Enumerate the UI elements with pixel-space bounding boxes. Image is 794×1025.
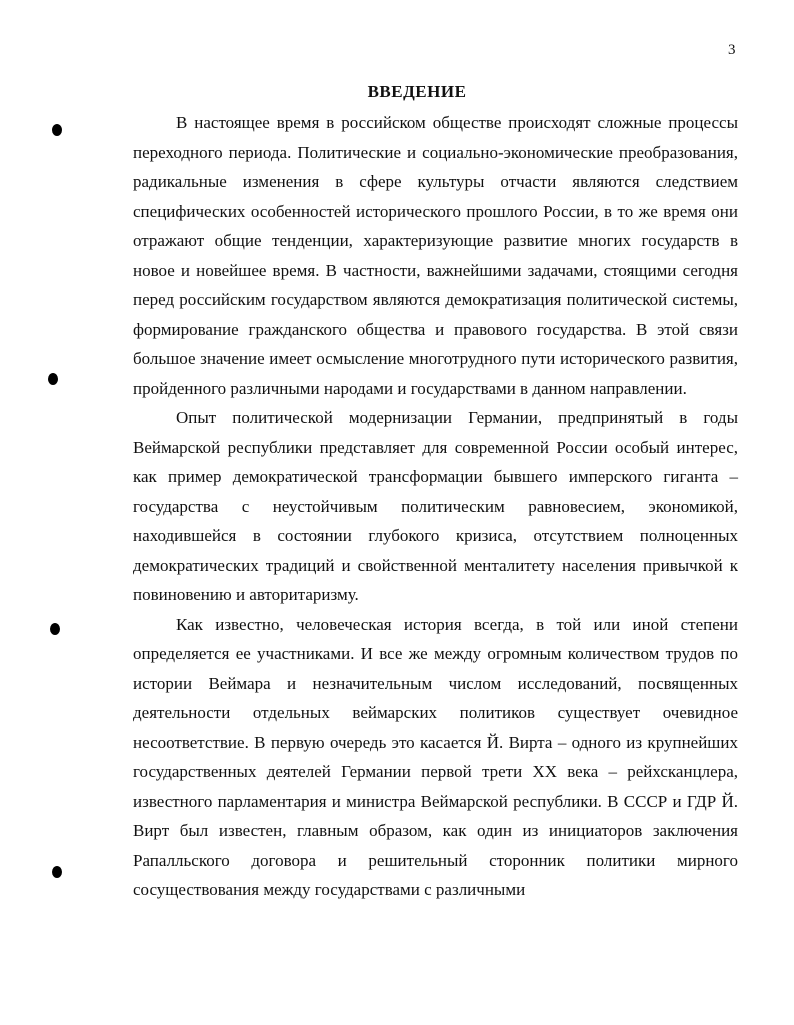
paragraph-2: Опыт политической модернизации Германии, предпринятый в годы Веймарской республики представляет для современной России особый интерес, как пример демократической трансформации бывшего имперского гиганта – государства с неустойчивым политическим равновесием, экономикой, находившейся в состоянии глубокого кризиса, отсутствием полноценных демократических традиций и свойственной менталитету населения привычкой к повиновению и авторитаризму.	[133, 408, 738, 604]
paragraph-1: В настоящее время в российском обществе происходят сложные процессы переходного периода. Политические и социально-экономические преобразования, радикальные изменения в сфере культуры отчасти являются следствием специфических особенностей исторического прошлого России, в то же время они отражают общие тенденции, характеризующие развитие многих государств в новое и новейшее время. В частности, важнейшими задачами, стоящими сегодня перед российским государством являются демократизация политической системы, формирование гражданского общества и правового государства. В этой связи большое значение имеет осмысление многотрудного пути исторического развития, пройденного различными народами и государствами в данном направлении.	[133, 113, 738, 398]
punch-hole-mark	[52, 124, 62, 136]
punch-hole-mark	[50, 623, 60, 635]
body-text	[133, 108, 738, 905]
punch-hole-mark	[48, 373, 58, 385]
page-title: ВВЕДЕНИЕ	[367, 82, 467, 101]
page-number: 3	[728, 42, 736, 58]
paragraph-3: Как известно, человеческая история всегда, в той или иной степени определяется ее участниками. И все же между огромным количеством трудов по истории Веймара и незначительным числом исследований, посвященных деятельности отдельных веймарских политиков существует очевидное несоответствие. В первую очередь это касается Й. Вирта – одного из крупнейших государственных деятелей Германии первой трети XX века – рейхсканцлера, известного парламентария и министра Веймарской республики. В СССР и ГДР Й. Вирт был известен, главным образом, как один из инициаторов заключения Рапалльского договора и решительный сторонник политики мирного сосуществования между государствами с различными	[133, 614, 738, 899]
punch-hole-mark	[52, 866, 62, 878]
